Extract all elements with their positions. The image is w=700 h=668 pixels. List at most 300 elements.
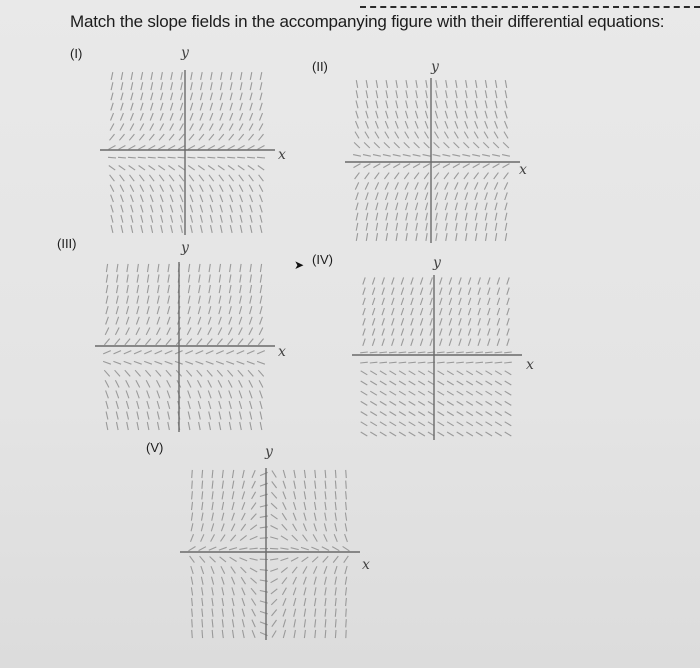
slope-mark xyxy=(270,548,278,549)
slope-mark xyxy=(249,328,253,335)
slope-mark xyxy=(380,371,387,375)
slope-mark xyxy=(257,361,265,364)
slope-mark xyxy=(466,233,467,241)
slope-mark xyxy=(150,113,153,120)
slope-mark xyxy=(272,610,277,616)
slope-mark xyxy=(488,339,490,346)
slope-mark xyxy=(399,401,406,405)
slope-mark xyxy=(190,556,195,563)
slope-mark xyxy=(495,362,503,363)
slope-mark xyxy=(157,401,159,409)
slope-mark xyxy=(457,422,464,426)
slope-mark xyxy=(121,103,123,111)
slope-mark xyxy=(209,264,210,272)
slope-mark xyxy=(161,205,163,213)
slope-mark xyxy=(239,380,243,387)
slope-mark xyxy=(171,225,173,233)
slope-mark xyxy=(505,192,508,200)
slope-mark xyxy=(198,317,201,325)
slope-mark xyxy=(380,412,387,416)
slope-mark xyxy=(226,361,234,364)
slope-mark xyxy=(301,547,309,550)
slope-mark xyxy=(505,111,507,119)
slope-mark xyxy=(389,352,397,353)
slope-mark xyxy=(372,298,374,305)
slope-mark xyxy=(485,203,487,211)
slope-mark xyxy=(188,391,191,399)
slope-mark xyxy=(150,124,154,131)
slope-mark xyxy=(495,422,502,426)
slope-mark xyxy=(430,298,432,305)
slope-mark xyxy=(433,155,441,157)
slope-mark xyxy=(294,630,295,638)
slope-mark xyxy=(430,277,432,284)
slope-mark xyxy=(191,587,192,595)
slope-mark xyxy=(104,370,109,376)
slope-mark xyxy=(304,619,305,627)
slope-mark xyxy=(190,103,192,111)
slope-mark xyxy=(382,288,384,295)
slope-mark xyxy=(449,328,451,335)
slope-mark xyxy=(219,134,224,140)
slope-mark xyxy=(191,513,192,521)
slope-mark xyxy=(403,164,410,168)
slope-mark xyxy=(380,381,387,385)
slope-mark xyxy=(356,203,358,211)
slope-mark xyxy=(380,432,387,436)
slope-mark xyxy=(197,157,205,158)
slope-mark xyxy=(209,422,211,430)
slope-mark xyxy=(180,195,183,202)
slope-mark xyxy=(250,103,252,111)
slope-mark xyxy=(395,182,398,189)
slope-mark xyxy=(250,412,252,420)
slope-mark xyxy=(260,113,263,120)
slope-mark xyxy=(272,481,277,488)
slope-mark xyxy=(161,93,163,101)
slope-mark xyxy=(228,146,235,150)
slope-mark xyxy=(188,166,195,171)
slope-mark xyxy=(190,195,193,202)
slope-mark xyxy=(399,371,406,375)
slope-mark xyxy=(251,514,257,520)
slope-mark xyxy=(239,306,241,314)
slope-mark xyxy=(271,526,278,530)
slope-mark xyxy=(157,296,159,304)
slope-mark xyxy=(272,471,276,478)
slope-mark xyxy=(210,195,213,202)
slope-mark xyxy=(396,233,397,241)
slope-mark xyxy=(230,275,231,283)
slope-mark xyxy=(344,556,349,563)
slope-mark xyxy=(171,215,173,223)
slope-mark xyxy=(333,556,338,563)
slope-mark xyxy=(411,328,413,335)
slope-mark xyxy=(157,391,160,399)
slope-mark xyxy=(121,72,123,80)
slope-mark xyxy=(209,412,211,420)
slope-mark xyxy=(399,352,407,353)
slope-mark xyxy=(430,339,432,346)
slope-mark xyxy=(188,296,190,304)
slope-mark xyxy=(356,111,358,119)
slope-mark xyxy=(208,380,212,387)
slope-mark xyxy=(395,121,398,128)
slope-mark xyxy=(228,328,232,335)
slope-mark xyxy=(178,166,185,171)
slope-mark xyxy=(210,185,214,192)
slope-mark xyxy=(504,362,512,363)
slope-mark xyxy=(363,288,365,295)
slope-mark xyxy=(466,381,473,385)
slope-mark xyxy=(476,80,477,88)
slope-mark xyxy=(216,351,224,354)
slope-mark xyxy=(370,352,378,353)
slope-mark xyxy=(416,233,417,241)
slope-mark xyxy=(110,134,115,140)
slope-mark xyxy=(240,205,242,213)
slope-mark xyxy=(370,401,377,405)
slope-mark xyxy=(239,124,243,131)
slope-mark xyxy=(426,233,427,241)
slope-mark xyxy=(178,146,185,150)
slope-mark xyxy=(170,124,174,131)
slope-mark xyxy=(106,285,108,293)
slope-mark xyxy=(485,111,487,119)
slope-mark xyxy=(385,182,388,189)
slope-mark xyxy=(426,80,427,88)
slope-mark xyxy=(231,524,235,531)
slope-mark xyxy=(392,339,394,346)
slope-mark xyxy=(219,391,222,399)
slope-mark xyxy=(426,223,428,231)
slope-mark xyxy=(166,370,171,376)
slope-mark xyxy=(232,609,234,617)
slope-mark xyxy=(188,146,195,150)
slope-mark xyxy=(486,371,493,375)
slope-mark xyxy=(188,412,190,420)
slope-mark xyxy=(117,275,118,283)
slope-mark xyxy=(485,223,487,231)
slope-mark xyxy=(141,205,143,213)
slope-mark xyxy=(335,630,336,638)
slope-mark xyxy=(250,72,252,80)
slope-mark xyxy=(445,203,447,211)
slope-mark xyxy=(124,351,132,354)
slope-mark xyxy=(260,93,262,101)
slope-mark xyxy=(495,80,496,88)
slope-mark xyxy=(149,166,156,171)
slope-mark xyxy=(116,296,118,304)
slope-mark xyxy=(257,157,265,158)
slope-mark xyxy=(475,203,477,211)
slope-mark xyxy=(116,317,119,325)
slope-mark xyxy=(386,192,389,200)
slope-mark xyxy=(315,470,316,478)
slope-mark xyxy=(473,164,480,168)
slope-mark xyxy=(396,203,398,211)
slope-mark xyxy=(222,577,225,585)
slope-mark xyxy=(222,491,223,499)
slope-mark xyxy=(239,134,244,140)
slope-mark xyxy=(466,223,468,231)
slope-mark xyxy=(170,113,173,120)
slope-mark xyxy=(474,173,479,179)
slope-mark xyxy=(198,401,200,409)
slope-mark xyxy=(390,371,397,375)
slope-mark xyxy=(211,523,213,531)
slope-mark xyxy=(199,412,201,420)
slope-mark xyxy=(401,298,403,305)
slope-mark xyxy=(242,598,245,606)
slope-mark xyxy=(436,90,438,98)
slope-mark xyxy=(416,80,417,88)
slope-mark xyxy=(497,277,499,284)
slope-mark xyxy=(304,630,305,638)
slope-mark xyxy=(127,422,129,430)
slope-mark xyxy=(282,524,287,530)
slope-mark xyxy=(240,264,241,272)
slope-mark xyxy=(415,182,418,189)
slope-mark xyxy=(170,205,172,213)
slope-mark xyxy=(180,124,184,131)
slope-mark xyxy=(130,113,133,120)
slope-mark xyxy=(250,401,252,409)
slope-mark xyxy=(252,609,256,616)
slope-mark xyxy=(335,481,336,489)
slope-mark xyxy=(281,536,288,540)
slope-mark xyxy=(212,577,214,585)
slope-mark xyxy=(485,192,488,200)
slope-mark xyxy=(219,412,221,420)
slope-mark xyxy=(281,567,287,572)
slope-mark xyxy=(217,339,222,345)
slope-mark xyxy=(120,124,124,131)
slope-mark xyxy=(449,339,451,346)
slope-mark xyxy=(363,155,371,157)
slope-mark xyxy=(386,80,387,88)
slope-mark xyxy=(283,481,286,489)
slope-mark xyxy=(380,422,387,426)
slope-mark xyxy=(495,213,497,221)
slope-mark xyxy=(468,298,470,305)
slope-mark xyxy=(150,195,153,202)
slope-mark xyxy=(475,223,477,231)
slope-mark xyxy=(218,146,225,150)
slope-mark xyxy=(353,155,361,157)
slope-mark xyxy=(443,164,450,168)
slope-mark xyxy=(210,93,212,101)
slope-mark xyxy=(131,103,133,111)
slope-mark xyxy=(220,215,222,223)
slope-mark xyxy=(380,401,387,405)
slope-mark xyxy=(396,223,398,231)
slope-mark xyxy=(120,185,124,192)
slope-mark xyxy=(258,370,263,376)
slope-mark xyxy=(181,72,183,80)
slope-mark xyxy=(425,111,427,119)
slope-mark xyxy=(135,339,140,345)
slope-mark xyxy=(399,362,407,363)
slope-mark xyxy=(209,401,211,409)
slope-mark xyxy=(396,90,398,98)
slope-mark xyxy=(168,401,170,409)
slope-mark xyxy=(252,481,256,488)
slope-field-v xyxy=(180,468,360,640)
slope-mark xyxy=(365,132,369,139)
panel-label-iv: (IV) xyxy=(312,252,333,267)
slope-mark xyxy=(438,422,445,426)
slope-mark xyxy=(200,215,202,223)
slope-mark xyxy=(335,502,336,510)
slope-mark xyxy=(114,351,122,354)
slope-mark xyxy=(252,630,255,638)
slope-mark xyxy=(476,233,477,241)
slope-mark xyxy=(293,524,297,531)
slope-mark xyxy=(147,285,149,293)
slope-mark xyxy=(211,566,214,574)
slope-mark xyxy=(405,121,408,128)
slope-field-ii xyxy=(345,78,520,243)
slope-mark xyxy=(131,205,133,213)
slope-mark xyxy=(228,166,234,171)
panel-ii-y-label: y xyxy=(431,59,439,75)
slope-mark xyxy=(485,101,487,109)
slope-mark xyxy=(446,223,448,231)
slope-mark xyxy=(304,470,305,478)
slope-mark xyxy=(475,101,477,109)
slope-mark xyxy=(168,422,170,430)
slope-mark xyxy=(446,90,448,98)
slope-mark xyxy=(165,351,173,354)
slope-mark xyxy=(199,264,200,272)
slope-mark xyxy=(196,351,204,354)
slope-mark xyxy=(401,308,403,315)
slope-mark xyxy=(291,548,299,550)
slope-mark xyxy=(384,142,390,148)
slope-mark xyxy=(220,82,222,90)
slope-mark xyxy=(247,351,255,354)
slope-mark xyxy=(250,113,253,120)
slope-mark xyxy=(366,121,369,128)
slope-mark xyxy=(324,534,328,541)
slope-mark xyxy=(325,587,326,595)
slope-mark xyxy=(105,328,109,335)
slope-mark xyxy=(232,619,233,627)
slope-mark xyxy=(283,619,285,627)
slope-mark xyxy=(354,142,360,148)
slope-mark xyxy=(145,370,150,376)
slope-mark xyxy=(222,619,223,627)
slope-mark xyxy=(478,308,480,315)
slope-mark xyxy=(137,264,138,272)
slope-mark xyxy=(495,101,497,109)
slope-mark xyxy=(390,422,397,426)
slope-mark xyxy=(240,215,242,223)
slope-mark xyxy=(259,124,263,131)
slope-mark xyxy=(228,370,233,376)
slope-mark xyxy=(335,619,336,627)
slope-mark xyxy=(209,285,211,293)
slope-mark xyxy=(435,192,438,200)
slope-mark xyxy=(449,277,451,284)
panel-iii-y-label: y xyxy=(181,240,189,256)
slope-mark xyxy=(239,328,243,335)
slope-mark xyxy=(488,328,490,335)
slope-mark xyxy=(111,195,114,202)
slope-mark xyxy=(478,298,480,305)
slope-mark xyxy=(180,185,184,192)
slope-mark xyxy=(424,173,429,179)
slope-mark xyxy=(440,298,442,305)
slope-mark xyxy=(468,318,470,325)
slope-mark xyxy=(482,155,490,157)
slope-mark xyxy=(207,370,212,376)
slope-mark xyxy=(228,339,233,345)
slope-mark xyxy=(208,317,211,325)
slope-mark xyxy=(229,175,234,181)
slope-mark xyxy=(335,609,336,617)
slope-mark xyxy=(390,381,397,385)
slope-mark xyxy=(449,318,451,325)
slope-mark xyxy=(105,380,109,387)
slope-mark xyxy=(242,502,245,510)
slope-mark xyxy=(346,598,347,606)
slope-mark xyxy=(270,569,278,572)
slope-mark xyxy=(138,146,145,150)
slope-mark xyxy=(209,296,211,304)
slope-mark xyxy=(218,328,222,335)
slope-mark xyxy=(189,275,190,283)
slope-mark xyxy=(238,339,243,345)
slope-mark xyxy=(119,134,124,140)
slope-mark xyxy=(376,223,378,231)
slope-mark xyxy=(476,401,483,405)
slope-mark xyxy=(147,391,150,399)
slope-mark xyxy=(187,380,191,387)
slope-mark xyxy=(345,534,348,542)
slope-mark xyxy=(304,481,305,489)
slope-mark xyxy=(418,381,425,385)
slope-mark xyxy=(126,380,130,387)
slope-mark xyxy=(179,134,184,140)
slope-mark xyxy=(447,422,454,426)
slope-mark xyxy=(488,288,490,295)
slope-mark xyxy=(250,195,253,202)
slope-mark xyxy=(440,328,442,335)
slope-mark xyxy=(370,362,378,363)
slope-mark xyxy=(260,205,262,213)
slope-mark xyxy=(249,380,253,387)
slope-mark xyxy=(242,470,244,478)
slope-mark xyxy=(180,103,182,111)
slope-mark xyxy=(436,101,438,109)
slope-mark xyxy=(208,328,212,335)
slope-mark xyxy=(199,175,204,181)
slope-mark xyxy=(418,432,425,436)
slope-mark xyxy=(242,588,245,596)
slope-mark xyxy=(181,225,183,233)
slope-mark xyxy=(141,72,143,80)
slope-mark xyxy=(438,412,445,416)
slope-mark xyxy=(250,306,252,314)
slope-mark xyxy=(395,132,399,139)
slope-mark xyxy=(409,401,416,405)
slope-mark xyxy=(346,470,347,478)
slope-mark xyxy=(504,173,509,179)
slope-mark xyxy=(218,166,225,171)
slope-mark xyxy=(121,225,123,233)
